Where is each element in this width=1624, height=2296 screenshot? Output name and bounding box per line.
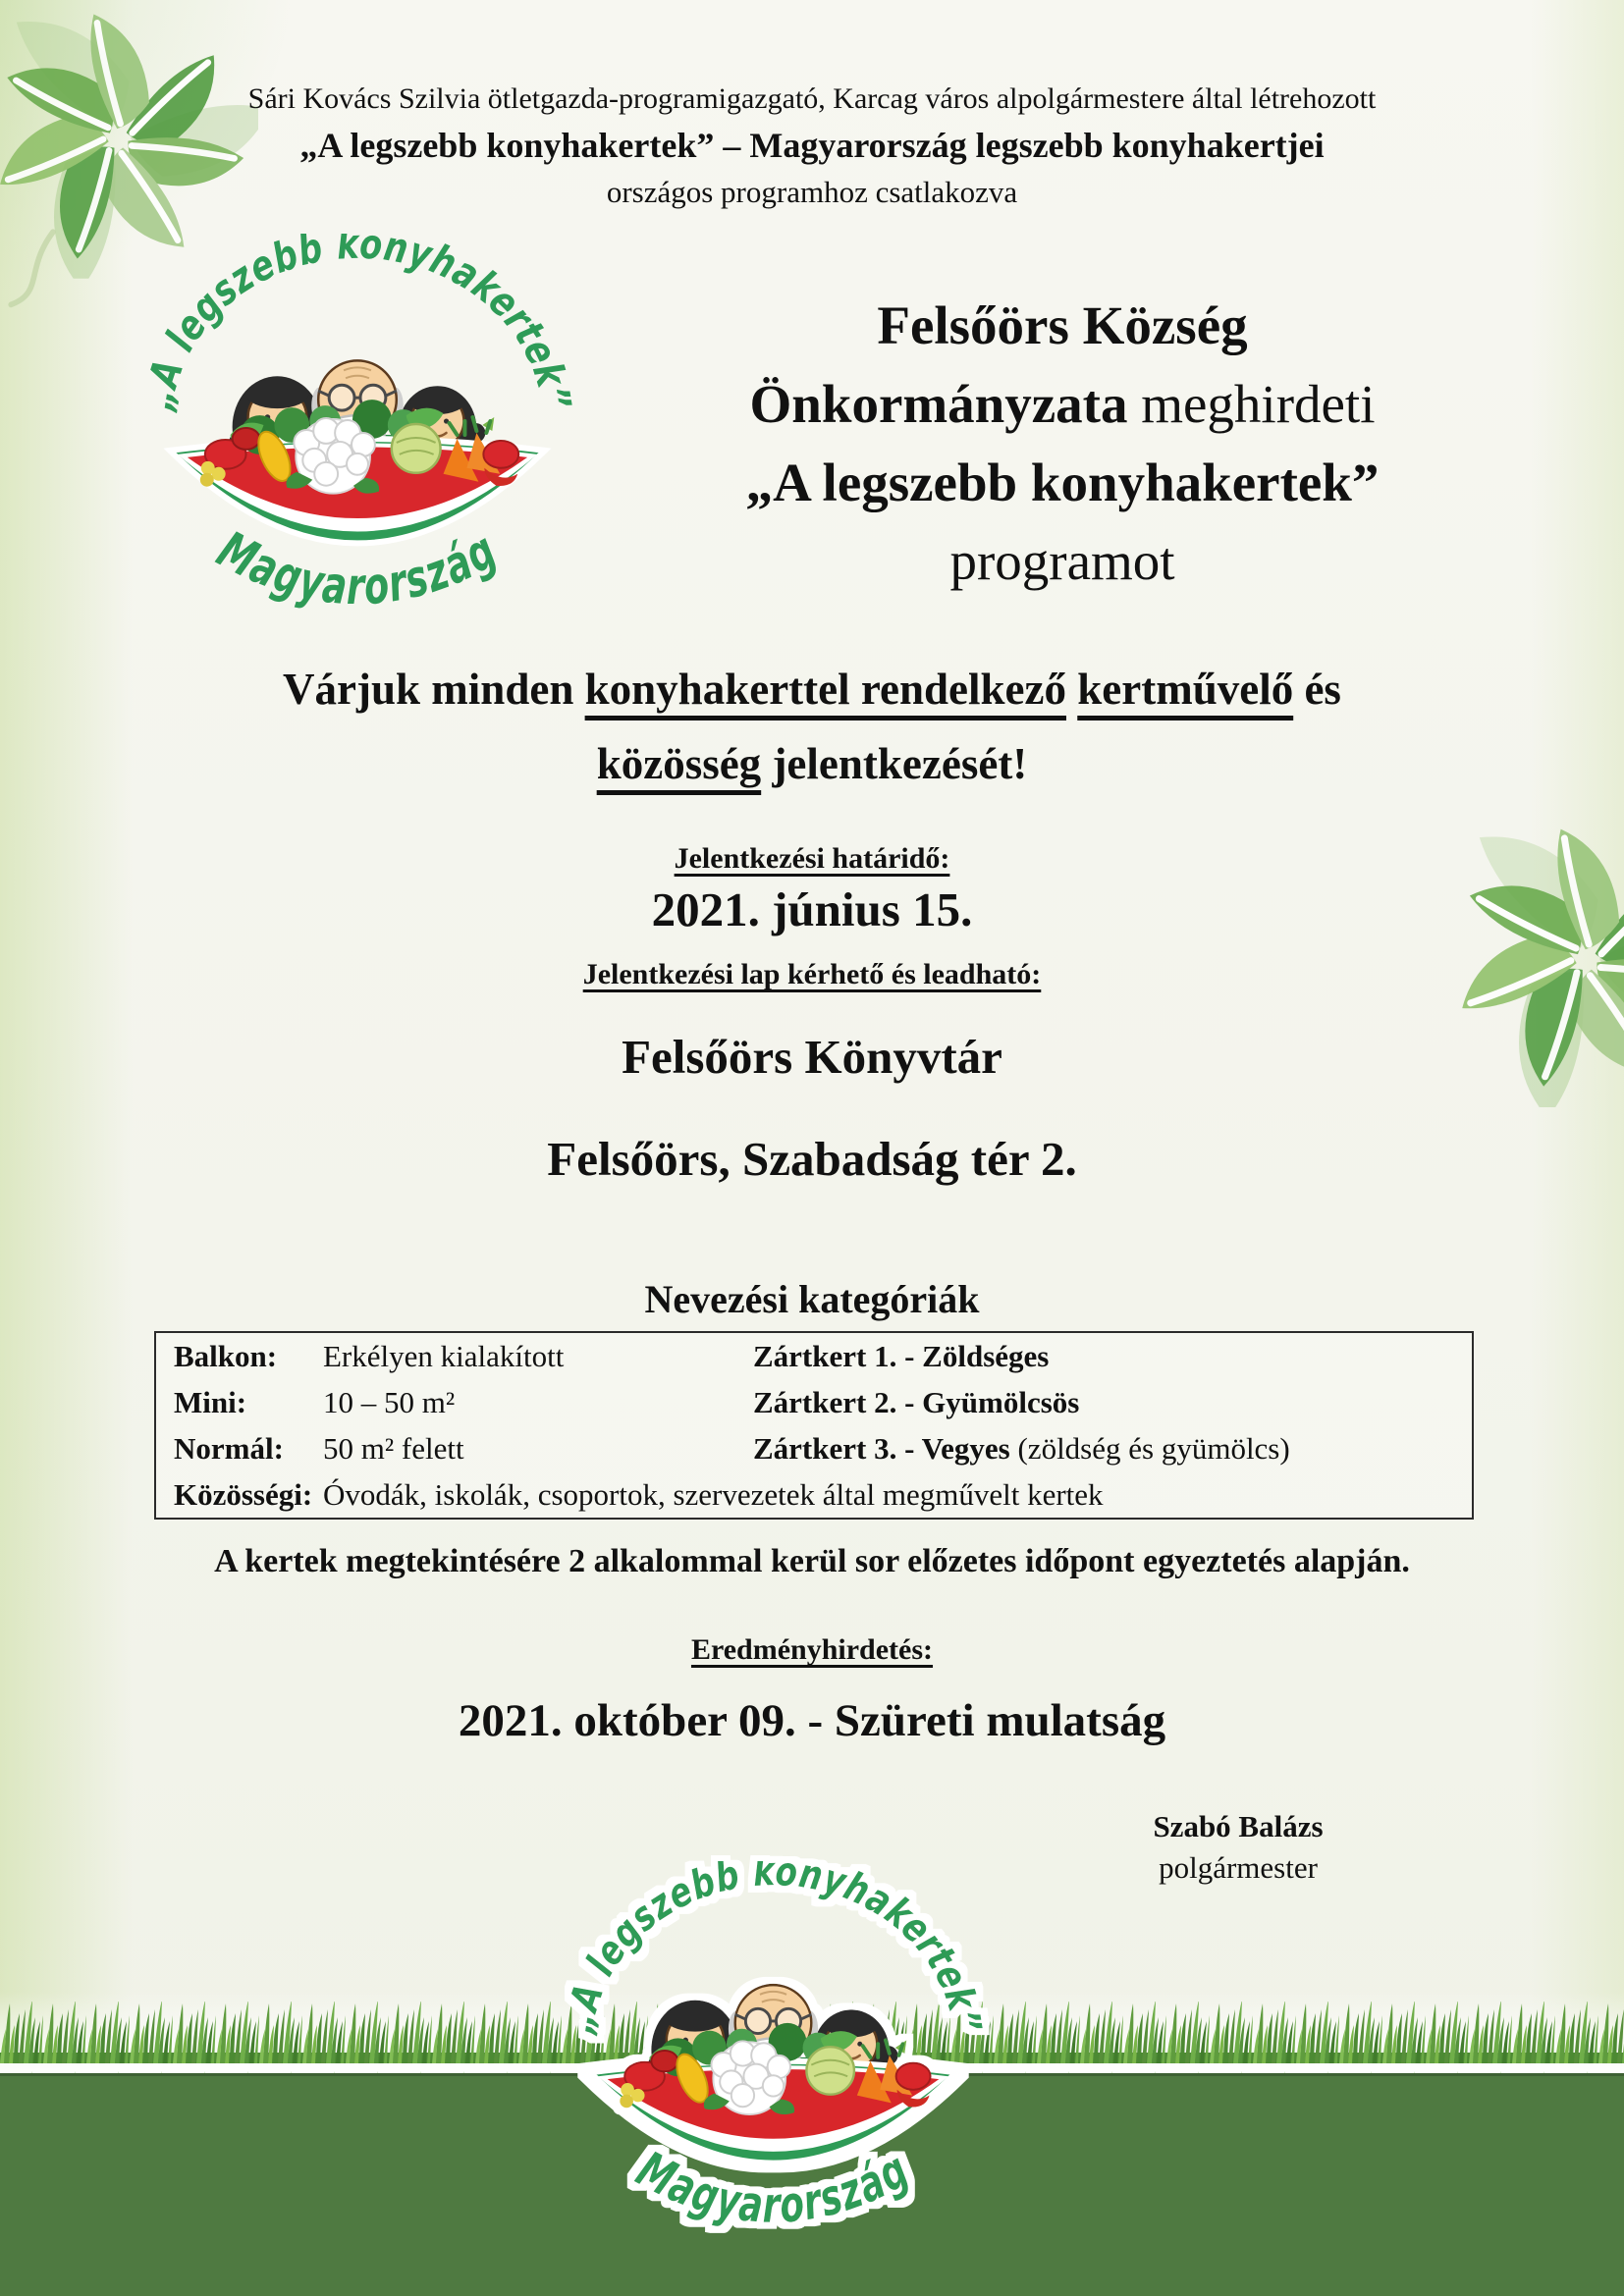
invite-underlined-1: konyhakerttel rendelkező	[584, 665, 1066, 714]
title-line-1: Felsőörs Község	[877, 295, 1248, 355]
category-label: Közösségi:	[174, 1476, 313, 1512]
application-label: Jelentkezési lap kérhető és leadható:	[582, 958, 1042, 990]
title-line-2	[560, 365, 1565, 444]
invite-underlined-2: kertművelő	[1077, 665, 1294, 714]
application-address: Felsőörs, Szabadság tér 2.	[547, 1132, 1077, 1186]
table-row	[156, 1471, 1472, 1518]
deadline-label: Jelentkezési határidő:	[674, 842, 950, 875]
invite-space	[1066, 665, 1077, 714]
header-line-1: Sári Kovács Szilvia ötletgazda-programigazgató, Karcag város alpolgármestere által létrehozott	[247, 82, 1377, 115]
category-right-bold: Zártkert 3. - Vegyes	[753, 1430, 1010, 1466]
header-block	[0, 84, 1624, 207]
category-right-bold: Zártkert 1. - Zöldséges	[753, 1338, 1050, 1373]
deadline-section	[0, 842, 1624, 876]
signature-block	[1052, 1806, 1425, 1889]
signature-name: Szabó Balázs	[1153, 1809, 1324, 1843]
invitation-text	[69, 652, 1555, 801]
category-right	[753, 1339, 1472, 1374]
title-line-3: „A legszebb konyhakertek”	[745, 453, 1380, 512]
category-desc: Óvodák, iskolák, csoportok, szervezetek által megművelt kertek	[323, 1476, 1104, 1512]
title-line-2-bold: Önkormányzata	[749, 374, 1128, 434]
application-venue: Felsőörs Könyvtár	[622, 1030, 1002, 1084]
invite-end: jelentkezését!	[761, 739, 1028, 788]
category-label: Mini:	[174, 1384, 247, 1419]
header-line-3: országos programhoz csatlakozva	[606, 175, 1018, 209]
table-row	[156, 1333, 1472, 1379]
category-right	[753, 1431, 1472, 1467]
table-row	[156, 1425, 1472, 1471]
categories-title: Nevezési kategóriák	[644, 1277, 980, 1321]
invite-underlined-3: közösség	[596, 739, 762, 788]
program-logo-bottom	[535, 1855, 1011, 2248]
title-line-4: programot	[949, 531, 1175, 591]
category-desc: 10 – 50 m²	[323, 1384, 456, 1419]
results-section	[0, 1631, 1624, 1668]
program-logo-top	[108, 234, 607, 624]
category-right-note: (zöldség és gyümölcs)	[1009, 1430, 1290, 1466]
results-label: Eredményhirdetés:	[690, 1633, 934, 1666]
deadline-date: 2021. június 15.	[651, 882, 973, 936]
visit-note: A kertek megtekintésére 2 alkalommal kerül sor előzetes időpont egyeztetés alapján.	[214, 1543, 1410, 1579]
title-line-2-regular: meghirdeti	[1127, 374, 1376, 434]
category-desc: 50 m² felett	[323, 1430, 464, 1466]
table-row	[156, 1379, 1472, 1425]
category-label: Balkon:	[174, 1338, 278, 1373]
invite-and: és	[1293, 665, 1341, 714]
page-title	[560, 287, 1565, 601]
category-label: Normál:	[174, 1430, 284, 1466]
results-date: 2021. október 09. - Szüreti mulatság	[458, 1695, 1166, 1746]
invite-text: Várjuk minden	[283, 665, 585, 714]
categories-table	[154, 1331, 1474, 1520]
category-right	[753, 1385, 1472, 1420]
category-desc: Erkélyen kialakított	[323, 1338, 565, 1373]
application-section	[0, 958, 1624, 991]
signature-role: polgármester	[1159, 1850, 1318, 1885]
header-line-2: „A legszebb konyhakertek” – Magyarország legszebb konyhakertjei	[299, 126, 1325, 165]
category-right-bold: Zártkert 2. - Gyümölcsös	[753, 1384, 1080, 1419]
